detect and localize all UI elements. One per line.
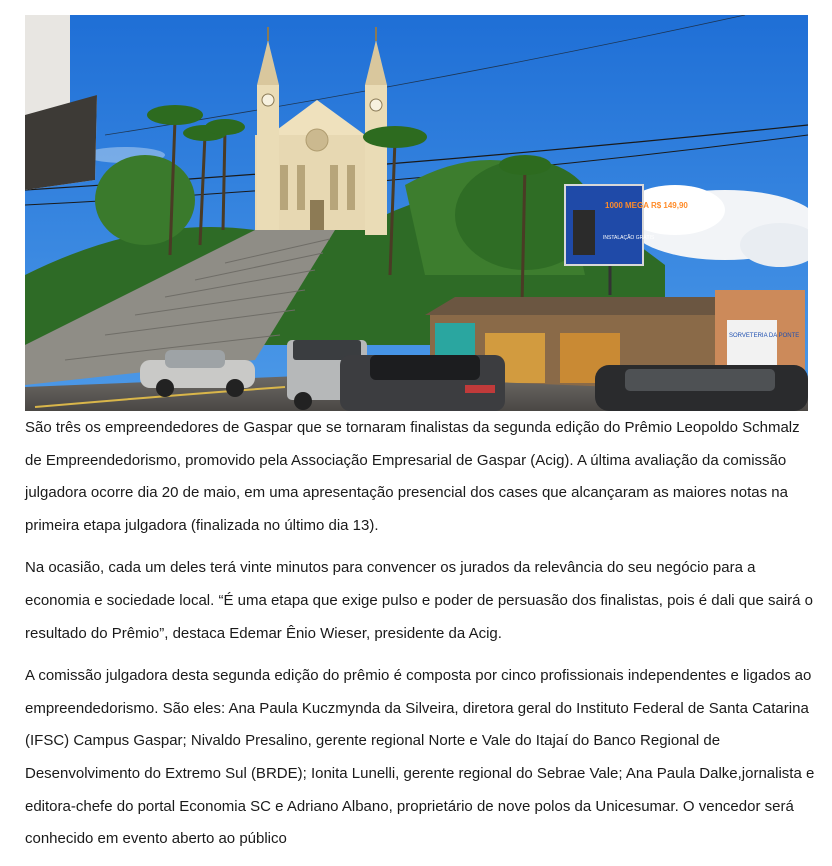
car-dark-right [595,365,808,411]
billboard-sub: INSTALAÇÃO GRÁTIS [603,235,655,241]
billboard-text: 1000 MEGA R$ 149,90 [605,201,688,210]
article-photo [25,15,808,411]
church-street-scene [25,15,808,411]
shop-sign: SORVETERIA DA PONTE [729,333,800,339]
article-paragraph: A comissão julgadora desta segunda edição do prêmio é composta por cinco profissionais independentes e ligados ao empreendedorismo. São eles: Ana Paula Kuczmynda da Silveira, diretora geral do Instituto Federal de Santa Catarina (IFSC) Campus Gaspar; Nivaldo Presalino, gerente regional Norte e Vale do Itajaí do Banco Regional de Desenvolvimento do Extremo Sul (BRDE); Ionita Lunelli, gerente regional do Sebrae Vale; Ana Paula Dalke,jornalista e editora-chefe do portal Economia SC e Adriano Albano, proprietário de nove polos da Unicesumar. O vencedor será conhecido em evento aberto ao público [25,667,815,848]
car-dark-center [340,355,505,411]
article-paragraph: Na ocasião, cada um deles terá vinte minutos para convencer os jurados da relevância do seu negócio para a economia e sociedade local. “É uma etapa que exige pulso e poder de persuasão dos finalistas, pois é dali que sairá o resultado do Prêmio”, destaca Edemar Ênio Wieser, presidente da Acig. [25,559,814,642]
article-paragraph: São três os empreendedores de Gaspar que se tornaram finalistas da segunda edição do Prêmio Leopoldo Schmalz de Empreendedorismo, promovido pela Associação Empresarial de Gaspar (Acig). A última avaliação da comissão julgadora ocorre dia 20 de maio, em uma apresentação presencial dos cases que alcançaram as maiores notas na primeira etapa julgadora (finalizada no último dia 13). [25,419,800,534]
article-body [25,412,815,866]
